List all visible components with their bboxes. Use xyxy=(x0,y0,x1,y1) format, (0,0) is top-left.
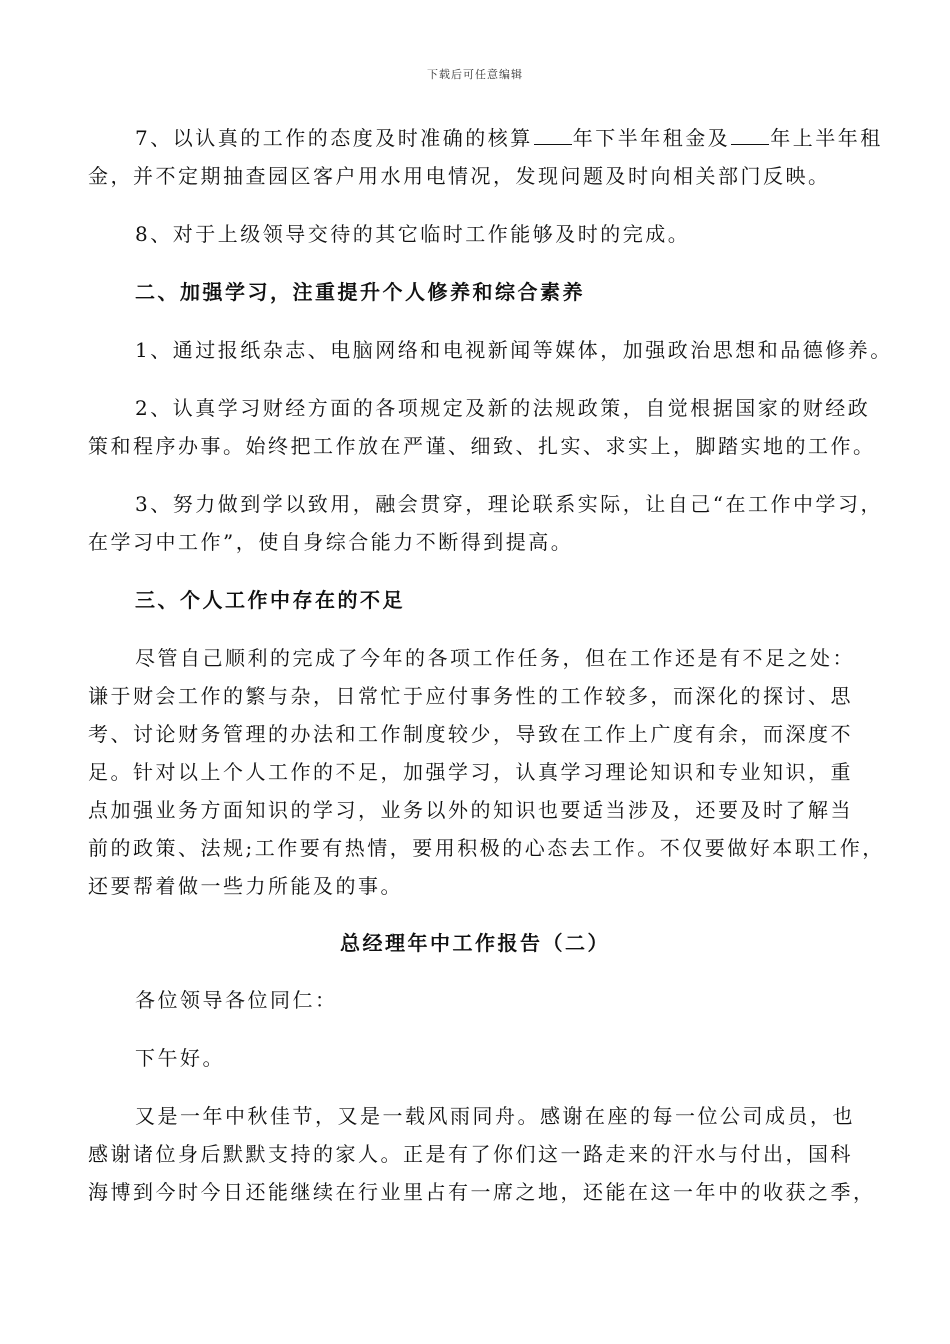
report-greeting: 下午好。 xyxy=(135,1046,225,1070)
section-3-line-5: 点加强业务方面知识的学习，业务以外的知识也要适当涉及，还要及时了解当 xyxy=(88,798,853,822)
report-salutation: 各位领导各位同仁： xyxy=(135,988,338,1012)
blank-line-1 xyxy=(534,126,572,145)
report-line-3: 海博到今时今日还能继续在行业里占有一席之地，还能在这一年中的收获之季， xyxy=(88,1180,876,1204)
section-3-line-3: 考、讨论财务管理的办法和工作制度较少，导致在工作上广度有余，而深度不 xyxy=(88,722,853,746)
page-header-note: 下载后可任意编辑 xyxy=(427,68,523,81)
section-2-item-3-line-2: 在学习中工作”，使自身综合能力不断得到提高。 xyxy=(88,530,574,554)
blank-line-2 xyxy=(731,126,769,145)
item-8: 8、对于上级领导交待的其它临时工作能够及时的完成。 xyxy=(135,222,691,246)
section-2-heading: 二、加强学习，注重提升个人修养和综合素养 xyxy=(135,280,585,304)
item-7-line-1 xyxy=(135,126,883,150)
section-3-line-7: 还要帮着做一些力所能及的事。 xyxy=(88,874,403,898)
item-7-text-c: 年上半年租 xyxy=(770,126,883,150)
section-3-line-4: 足。针对以上个人工作的不足，加强学习，认真学习理论知识和专业知识，重 xyxy=(88,760,853,784)
section-2-item-2-line-1: 2、认真学习财经方面的各项规定及新的法规政策，自觉根据国家的财经政 xyxy=(135,396,871,420)
report-line-1: 又是一年中秋佳节，又是一载风雨同舟。感谢在座的每一位公司成员，也 xyxy=(135,1104,855,1128)
section-2-item-3-line-1: 3、努力做到学以致用，融会贯穿，理论联系实际，让自己“在工作中学习， xyxy=(135,492,883,516)
section-2-item-1: 1、通过报纸杂志、电脑网络和电视新闻等媒体，加强政治思想和品德修养。 xyxy=(135,338,893,362)
section-3-line-1: 尽管自己顺利的完成了今年的各项工作任务，但在工作还是有不足之处： xyxy=(135,646,855,670)
section-2-item-2-line-2: 策和程序办事。始终把工作放在严谨、细致、扎实、求实上，脚踏实地的工作。 xyxy=(88,434,876,458)
item-7-text-b: 年下半年租金及 xyxy=(572,126,731,150)
report-line-2: 感谢诸位身后默默支持的家人。正是有了你们这一路走来的汗水与付出，国科 xyxy=(88,1142,853,1166)
report-title: 总经理年中工作报告（二） xyxy=(340,931,610,955)
item-7-text-a: 7、以认真的工作的态度及时准确的核算 xyxy=(135,126,533,150)
section-3-heading: 三、个人工作中存在的不足 xyxy=(135,588,405,612)
section-3-line-2: 谦于财会工作的繁与杂，日常忙于应付事务性的工作较多，而深化的探讨、思 xyxy=(88,684,853,708)
item-7-line-2: 金，并不定期抽查园区客户用水用电情况，发现问题及时向相关部门反映。 xyxy=(88,164,831,188)
section-3-line-6: 前的政策、法规;工作要有热情，要用积极的心态去工作。不仅要做好本职工作， xyxy=(88,836,885,860)
